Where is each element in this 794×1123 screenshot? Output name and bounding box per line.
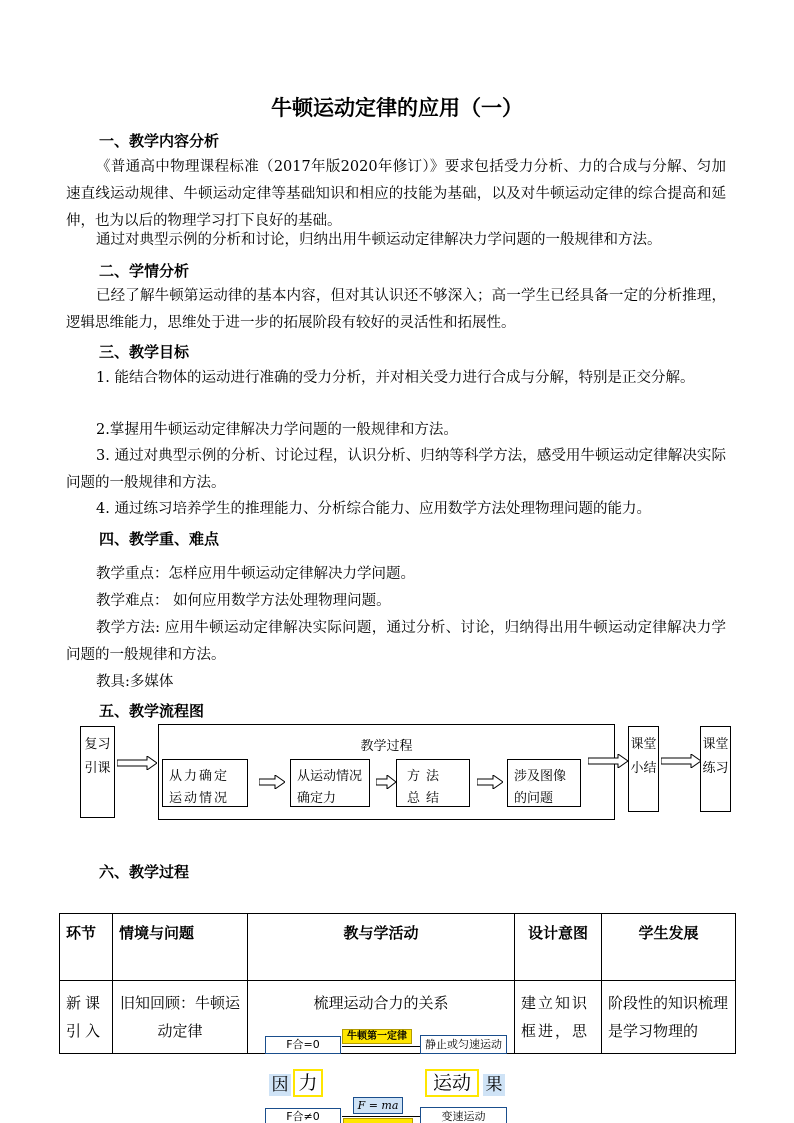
content-analysis-paragraph-2: 通过对典型示例的分析和讨论，归纳出用牛顿运动定律解决力学问题的一般规律和方法。: [96, 232, 662, 248]
teaching-difficulty: 教学难点： 如何应用数学方法处理物理问题。: [96, 593, 391, 609]
section-heading-content-analysis: 一、教学内容分析: [99, 132, 220, 150]
header-activity: 教与学活动: [248, 914, 515, 981]
student-analysis-paragraph: 已经了解牛顿第运动律的基本内容，但对其认识还不够深入；高一学生已经具备一定的分析推理，逻辑思维能力，思维处于进一步的拓展阶段有较好的灵活性和拓展性。: [66, 288, 726, 331]
flow-summary-box: 课堂小结: [628, 726, 659, 812]
second-law-label-bar: [343, 1118, 413, 1123]
flow-process-title: 教学过程: [360, 739, 413, 754]
net-force-zero-box: F合=0: [265, 1036, 341, 1054]
table-header-row: [60, 914, 736, 981]
connector-line: [342, 1116, 420, 1117]
newton-second-law-formula: F = ma: [353, 1097, 403, 1114]
header-scenario: 情境与问题: [113, 914, 248, 981]
net-force-nonzero-box: F合≠0: [265, 1108, 341, 1123]
objective-2: 2.掌握用牛顿运动定律解决力学问题的一般规律和方法。: [96, 422, 458, 438]
flow-process-container: [158, 724, 615, 820]
motion-label: 运动: [425, 1069, 479, 1097]
force-motion-diagram: [265, 1029, 515, 1123]
flow-practice-box: 课堂练习: [700, 726, 731, 812]
teaching-tools: 教具:多媒体: [96, 674, 174, 690]
header-growth: 学生发展: [602, 914, 736, 981]
objective-3: 3. 通过对典型示例的分析、讨论过程，认识分析、归纳等科学方法，感受用牛顿运动定律解决实际问题的一般规律和方法。: [66, 448, 726, 491]
page-title: 牛顿运动定律的应用（一）: [271, 95, 523, 120]
teaching-key-point: 教学重点：怎样应用牛顿运动定律解决力学问题。: [96, 566, 415, 582]
cell-activity: 梳理运动合力的关系: [248, 981, 515, 1054]
arrow-right-icon: [477, 775, 503, 789]
content-analysis-paragraph-1: 《普通高中物理课程标准（2017年版2020年修订）》要求包括受力分析、力的合成与分解、匀加速直线运动规律、牛顿运动定律等基础知识和相应的技能为基础，以及对牛顿运动定律的综合提高和延伸，也为以后的物理学习打下良好的基础。: [66, 159, 726, 229]
double-arrow-icon: [661, 754, 701, 768]
flow-step-force-to-motion: 从力确定运动情况: [162, 759, 248, 807]
force-label: 力: [293, 1069, 323, 1097]
section-heading-teaching-process: 六、教学过程: [99, 863, 190, 881]
flow-step-graph-problems: 涉及图像的问题: [507, 759, 581, 807]
section-heading-flowchart: 五、教学流程图: [99, 702, 205, 720]
cell-growth: 阶段性的知识梳理是学习物理的: [602, 981, 736, 1054]
effect-label: 果: [483, 1074, 505, 1096]
static-or-uniform-motion-box: 静止或匀速运动: [420, 1035, 507, 1054]
section-heading-objectives: 三、教学目标: [99, 343, 190, 361]
teaching-flowchart: [80, 722, 734, 822]
cell-scenario: 旧知回顾：牛顿运动定律: [113, 981, 248, 1054]
connector-line: [342, 1046, 420, 1047]
double-arrow-icon: [588, 754, 628, 768]
objective-1: 1. 能结合物体的运动进行准确的受力分析，并对相关受力进行合成与分解，特别是正交分解。: [96, 370, 695, 386]
cell-intent: 建立知识框进，思: [515, 981, 602, 1054]
flow-step-motion-to-force: 从运动情况确定力: [290, 759, 370, 807]
first-law-label: 牛顿第一定律: [342, 1029, 412, 1044]
arrow-right-icon: [376, 775, 396, 789]
section-heading-key-points: 四、教学重、难点: [99, 530, 220, 548]
variable-motion-box: 变速运动: [420, 1107, 507, 1123]
header-intent: 设计意图: [515, 914, 602, 981]
double-arrow-icon: [117, 756, 157, 770]
header-stage: 环节: [60, 914, 113, 981]
cell-stage: 新课引入: [60, 981, 113, 1054]
objective-4: 4. 通过练习培养学生的推理能力、分析综合能力、应用数学方法处理物理问题的能力。: [96, 501, 651, 517]
section-heading-student-analysis: 二、学情分析: [99, 262, 190, 280]
arrow-right-icon: [259, 775, 285, 789]
flow-step-method-summary: 方法总结: [396, 759, 470, 807]
teaching-method: 教学方法: 应用牛顿运动定律解决实际问题，通过分析、讨论，归纳得出用牛顿运动定律解决力学问题的一般规律和方法。: [66, 620, 726, 663]
cause-label: 因: [269, 1074, 291, 1096]
flow-review-box: 复习引课: [80, 726, 115, 818]
